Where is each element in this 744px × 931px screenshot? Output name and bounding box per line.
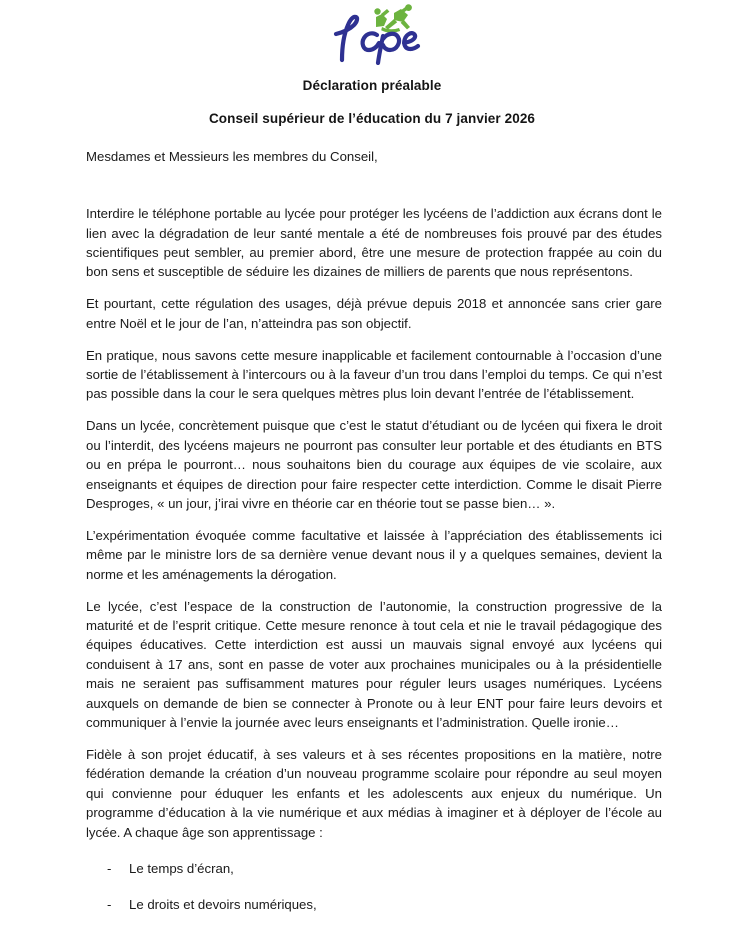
paragraph-5: L’expérimentation évoquée comme facultative et laissée à l’appréciation des établissements ici même par le ministre lors de sa dernière venue devant nous il y a quelques semaines, devient la norme et les aménagements la dérogation.	[86, 527, 662, 582]
document-title: Déclaration préalable	[302, 78, 442, 93]
paragraph-2: Et pourtant, cette régulation des usages, déjà prévue depuis 2018 et annoncée sans crier gare entre Noël et le jour de l’an, n’atteindra pas son objectif.	[86, 296, 662, 331]
list-item	[86, 895, 662, 914]
fcpe-logo-icon	[320, 3, 424, 65]
paragraph-3: En pratique, nous savons cette mesure inapplicable et facilement contournable à l’occasion d’une sortie de l’établissement à l’intercours ou à la faveur d’un trou dans l’emploi du temps. Ce qui n’est pas possible dans la cour le sera quelques mètres plus loin devant l’entrée de l’établissement.	[86, 347, 662, 402]
bullet-marker: -	[107, 897, 112, 913]
list-item-label: Le droits et devoirs numériques,	[129, 897, 317, 913]
spacer	[86, 166, 662, 204]
paragraph-7: Fidèle à son projet éducatif, à ses valeurs et à ses récentes propositions en la matière, notre fédération demande la création d’un nouveau programme scolaire pour répondre au seul moyen qui convienne pour éduquer les enfants et les adolescents aux enjeux du numérique. Un programme d’éducation à la vie numérique et aux médias à imaginer et à déployer de l’école au lycée. A chaque âge son apprentissage :	[86, 746, 662, 840]
logo-header	[0, 0, 744, 66]
list-item	[86, 859, 662, 878]
salutation: Mesdames et Messieurs les membres du Conseil,	[86, 149, 378, 164]
paragraph-4: Dans un lycée, concrètement puisque que c’est le statut d’étudiant ou de lycéen qui fixera le droit ou l’interdit, des lycéens majeurs ne pourront pas consulter leur portable et des étudiants en BTS ou en prépa le pourront… nous souhaitons bien du courage aux équipes de vie scolaire, aux enseignants et équipes de direction pour faire respecter cette interdiction. Comme le disait Pierre Desproges, « un jour, j’irai vivre en théorie car en théorie tout se passe bien… ».	[86, 418, 662, 511]
document-subtitle: Conseil supérieur de l’éducation du 7 janvier 2026	[208, 110, 536, 126]
apprentissage-list	[86, 859, 662, 914]
paragraph-1: Interdire le téléphone portable au lycée pour protéger les lycéens de l’addiction aux écrans dont le lien avec la dégradation de leur santé mentale a été de nombreuses fois prouvé par des études scientifiques peut sembler, au premier abord, être une mesure de protection frappée au coin du bon sens et susceptible de séduire les dizaines de milliers de parents que nous représentons.	[86, 206, 662, 280]
document-heading	[0, 77, 744, 127]
list-item-label: Le temps d’écran,	[129, 860, 234, 876]
paragraph-6: Le lycée, c’est l’espace de la construction de l’autonomie, la construction progressive de la maturité et de l’esprit critique. Cette mesure renonce à tout cela et nie le travail pédagogique des équipes éducatives. Cette interdiction est aussi un mauvais signal envoyé aux lycéens qui conduisent à 17 ans, sont en passe de voter aux prochaines municipales ou à la présidentielle mais ne seraient pas suffisamment matures pour réguler leurs usages numériques. Lycéens auxquels on demande de bien se connecter à Pronote ou à leur ENT pour faire leurs devoirs et communiquer à l’envie la journée avec leurs enseignants et l’administration. Quelle ironie…	[86, 598, 662, 730]
bullet-marker: -	[107, 860, 112, 876]
document-body	[86, 147, 662, 931]
